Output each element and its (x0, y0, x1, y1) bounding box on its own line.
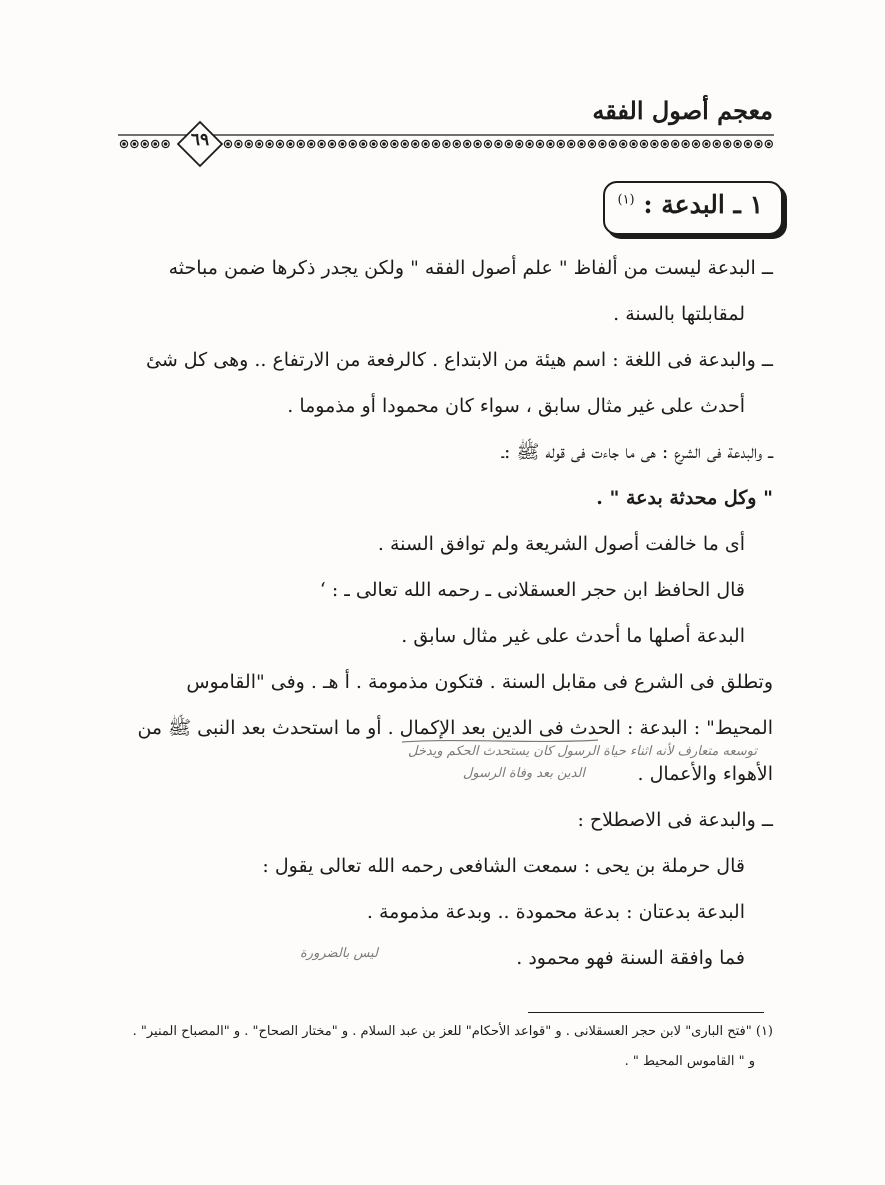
ornament-dot-core (279, 143, 281, 145)
ornament-dot-core (383, 143, 385, 145)
ornament-dot-core (716, 143, 718, 145)
page-number: ٦٩ (190, 130, 210, 150)
ornament-dot-core (310, 143, 312, 145)
ornament-dot-core (549, 143, 551, 145)
ornament-dot-core (674, 143, 676, 145)
ornament-dot-core (768, 143, 770, 145)
ornament-dot-core (518, 143, 520, 145)
hadith-quote: " وكل محدثة بدعة " . (596, 487, 773, 509)
ornament-dot-core (435, 143, 437, 145)
ornament-dot-core (404, 143, 406, 145)
body-line: الأهواء والأعمال . (637, 763, 773, 785)
ornament-dot-core (591, 143, 593, 145)
ornament-dot-core (227, 143, 229, 145)
ornament-dot-core (726, 143, 728, 145)
ornament-dot-core (695, 143, 697, 145)
body-line: لمقابلتها بالسنة . (613, 303, 745, 325)
ornament-dot-core (331, 143, 333, 145)
ornament-dot-core (144, 143, 146, 145)
handwritten-note: توسعه متعارف لأنه اثناء حياة الرسول كان يستحدث الحكم ويدخل (408, 744, 757, 759)
footnote-rule (528, 1012, 764, 1013)
ornament-dot-core (757, 143, 759, 145)
ornament-dot-core (289, 143, 291, 145)
ornament-dot-core (570, 143, 572, 145)
handwritten-note: الدين بعد وفاة الرسول (462, 766, 585, 781)
ornament-dot-core (736, 143, 738, 145)
ornament-dot-core (684, 143, 686, 145)
ornament-dot-core (424, 143, 426, 145)
body-line: قال الحافظ ابن حجر العسقلانى ـ رحمه الله تعالى ـ : ‘ (319, 579, 745, 601)
ornament-dot-core (133, 143, 135, 145)
ornament-dot-core (268, 143, 270, 145)
body-line: البدعة أصلها ما أحدث على غير مثال سابق . (401, 625, 745, 647)
ornament-dot-core (497, 143, 499, 145)
book-title: معجم أصول الفقه (592, 96, 773, 125)
body-line: فما وافقة السنة فهو محمود . (516, 947, 745, 969)
ornament-dot-core (560, 143, 562, 145)
ornament-dot-core (300, 143, 302, 145)
body-line: ــ والبدعة فى الشرع : هى ما جاءت فى قوله ﷺ :ـ (501, 441, 773, 463)
ornament-dot-core (123, 143, 125, 145)
ornament-dot-core (508, 143, 510, 145)
ornament-dot-core (705, 143, 707, 145)
handwritten-note: ليس بالضرورة (300, 946, 378, 961)
ornament-dot-core (445, 143, 447, 145)
body-line: المحيط" : البدعة : الحدث فى الدين بعد الإكمال . أو ما استحدث بعد النبى ﷺ من (137, 717, 773, 739)
footnote-line: (١) "فتح البارى" لابن حجر العسقلانى . و "قواعد الأحكام" للعز بن عبد السلام . و "مختار الصحاح" . و "المصباح المنير" . (132, 1024, 773, 1039)
ornament-dot-core (632, 143, 634, 145)
body-line: وتطلق فى الشرع فى مقابل السنة . فتكون مذمومة . أ هـ . وفى "القاموس (186, 671, 773, 693)
ornament-dot-core (643, 143, 645, 145)
ornament-dot-core (320, 143, 322, 145)
ornament-dot-core (622, 143, 624, 145)
ornament-dot-core (164, 143, 166, 145)
section-heading-text: ١ ـ البدعة : (643, 190, 763, 219)
body-line: ــ والبدعة فى الاصطلاح : (577, 809, 773, 831)
ornament-dot-core (487, 143, 489, 145)
body-line: قال حرملة بن يحى : سمعت الشافعى رحمه الله تعالى يقول : (262, 855, 745, 877)
ornament-dot-core (456, 143, 458, 145)
ornament-dot-core (362, 143, 364, 145)
ornament-dot-core (653, 143, 655, 145)
body-line: ــ البدعة ليست من ألفاظ " علم أصول الفقه " ولكن يجدر ذكرها ضمن مباحثه (168, 257, 773, 279)
ornament-dot-core (528, 143, 530, 145)
ornament-dot-core (580, 143, 582, 145)
ornament-dot-core (352, 143, 354, 145)
ornament-dot-core (393, 143, 395, 145)
body-line: أحدث على غير مثال سابق ، سواء كان محمودا أو مذموما . (287, 395, 745, 417)
ornament-dot-core (476, 143, 478, 145)
ornament-dot-core (466, 143, 468, 145)
ornament-dot-core (154, 143, 156, 145)
ornament-dot-core (248, 143, 250, 145)
ornament-dot-core (747, 143, 749, 145)
section-heading (617, 190, 763, 219)
ornament-dot-core (372, 143, 374, 145)
body-line: ــ والبدعة فى اللغة : اسم هيئة من الابتداع . كالرفعة من الارتفاع .. وهى كل شئ (146, 349, 773, 371)
body-line: البدعة بدعتان : بدعة محمودة .. وبدعة مذمومة . (366, 901, 745, 923)
ornament-dot-core (341, 143, 343, 145)
ornament-dot-core (539, 143, 541, 145)
body-line: أى ما خالفت أصول الشريعة ولم توافق السنة . (377, 533, 745, 555)
ornament-dot-core (258, 143, 260, 145)
ornament-dot-core (664, 143, 666, 145)
ornament-dot-core (612, 143, 614, 145)
ornament-dot-core (414, 143, 416, 145)
footnote-marker: (١) (617, 192, 635, 208)
footnote-line: و " القاموس المحيط " . (624, 1054, 755, 1069)
ornament-dot-core (601, 143, 603, 145)
ornament-dot-core (237, 143, 239, 145)
